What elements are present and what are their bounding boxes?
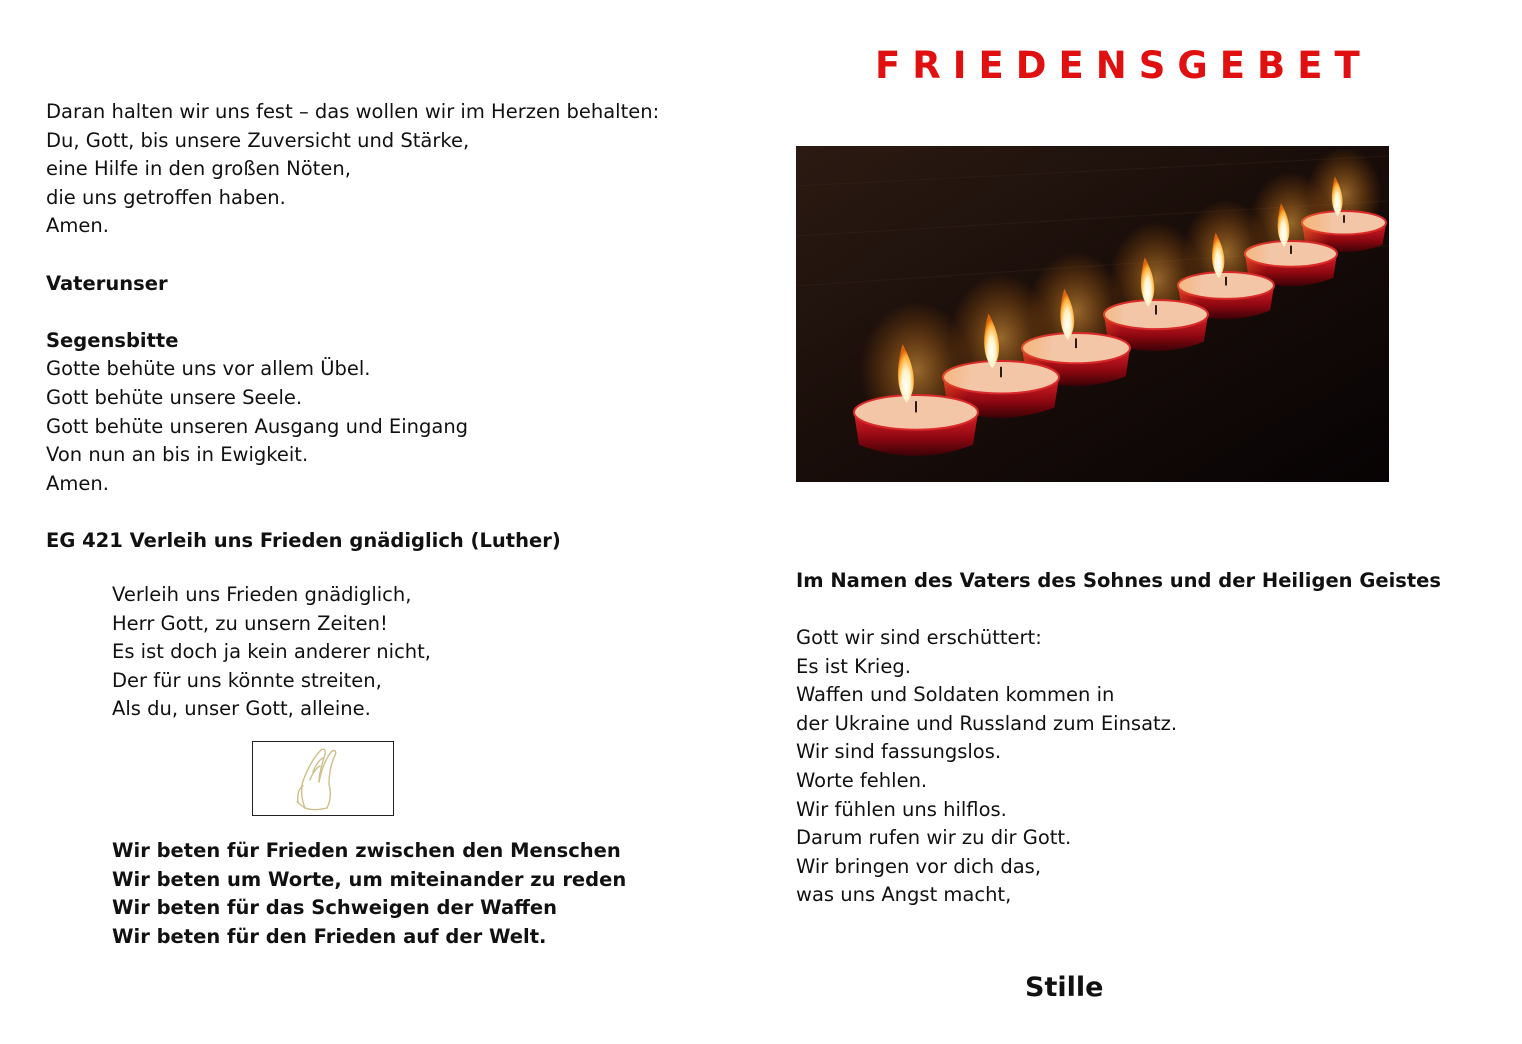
intro-line: Du, Gott, bis unsere Zuversicht und Stärke,: [46, 128, 470, 152]
silence-label: Stille: [1025, 972, 1104, 1003]
hymn-line: Als du, unser Gott, alleine.: [112, 697, 371, 721]
left-page-text: [46, 98, 746, 556]
petition-line: Wir beten für das Schweigen der Waffen: [112, 896, 558, 920]
petitions: [112, 837, 626, 951]
invocation-text: Im Namen des Vaters des Sohnes und der Heiligen Geistes: [796, 569, 1442, 592]
prayer-line: Waffen und Soldaten kommen in: [796, 683, 1115, 707]
prayer-line: was uns Angst macht,: [796, 883, 1012, 907]
hymn-line: Verleih uns Frieden gnädiglich,: [112, 583, 412, 606]
hymn-line: Der für uns könnte streiten,: [112, 668, 382, 692]
intro-line: Amen.: [46, 214, 109, 238]
prayer-text: [796, 624, 1177, 910]
prayer-line: der Ukraine und Russland zum Einsatz.: [796, 711, 1178, 735]
petition-line: Wir beten für Frieden zwischen den Menschen: [112, 839, 621, 862]
intro-line: Daran halten wir uns fest – das wollen wir im Herzen behalten:: [46, 100, 660, 123]
segensbitte-line: Amen.: [46, 471, 109, 495]
segensbitte-line: Gott behüte unsere Seele.: [46, 385, 303, 409]
hymn-verse: [112, 581, 431, 724]
invocation: [796, 567, 1441, 596]
segensbitte-line: Von nun an bis in Ewigkeit.: [46, 443, 309, 467]
prayer-line: Wir sind fassungslos.: [796, 740, 1002, 764]
hymn-heading: EG 421 Verleih uns Frieden gnädiglich (Luther): [46, 528, 561, 552]
prayer-line: Es ist Krieg.: [796, 654, 911, 678]
segensbitte-line: Gotte behüte uns vor allem Übel.: [46, 357, 371, 381]
prayer-line: Darum rufen wir zu dir Gott.: [796, 826, 1072, 850]
petition-line: Wir beten für den Frieden auf der Welt.: [112, 924, 547, 948]
prayer-line: Wir bringen vor dich das,: [796, 854, 1042, 878]
praying-hands-icon: [253, 742, 392, 814]
hymn-line: Es ist doch ja kein anderer nicht,: [112, 640, 432, 664]
intro-line: die uns getroffen haben.: [46, 185, 286, 209]
prayer-line: Wir fühlen uns hilflos.: [796, 797, 1007, 821]
candles-icon: [796, 146, 1389, 482]
praying-hands-image: [252, 741, 394, 816]
vaterunser-heading: Vaterunser: [46, 271, 168, 295]
intro-line: eine Hilfe in den großen Nöten,: [46, 157, 351, 181]
candles-photo: [796, 146, 1389, 482]
page-title: FRIEDENSGEBET: [875, 44, 1372, 87]
segensbitte-line: Gott behüte unseren Ausgang und Eingang: [46, 414, 469, 438]
prayer-line: Gott wir sind erschüttert:: [796, 626, 1042, 649]
segensbitte-heading: Segensbitte: [46, 328, 179, 352]
hymn-line: Herr Gott, zu unsern Zeiten!: [112, 611, 388, 635]
prayer-line: Worte fehlen.: [796, 768, 928, 792]
petition-line: Wir beten um Worte, um miteinander zu reden: [112, 867, 627, 891]
